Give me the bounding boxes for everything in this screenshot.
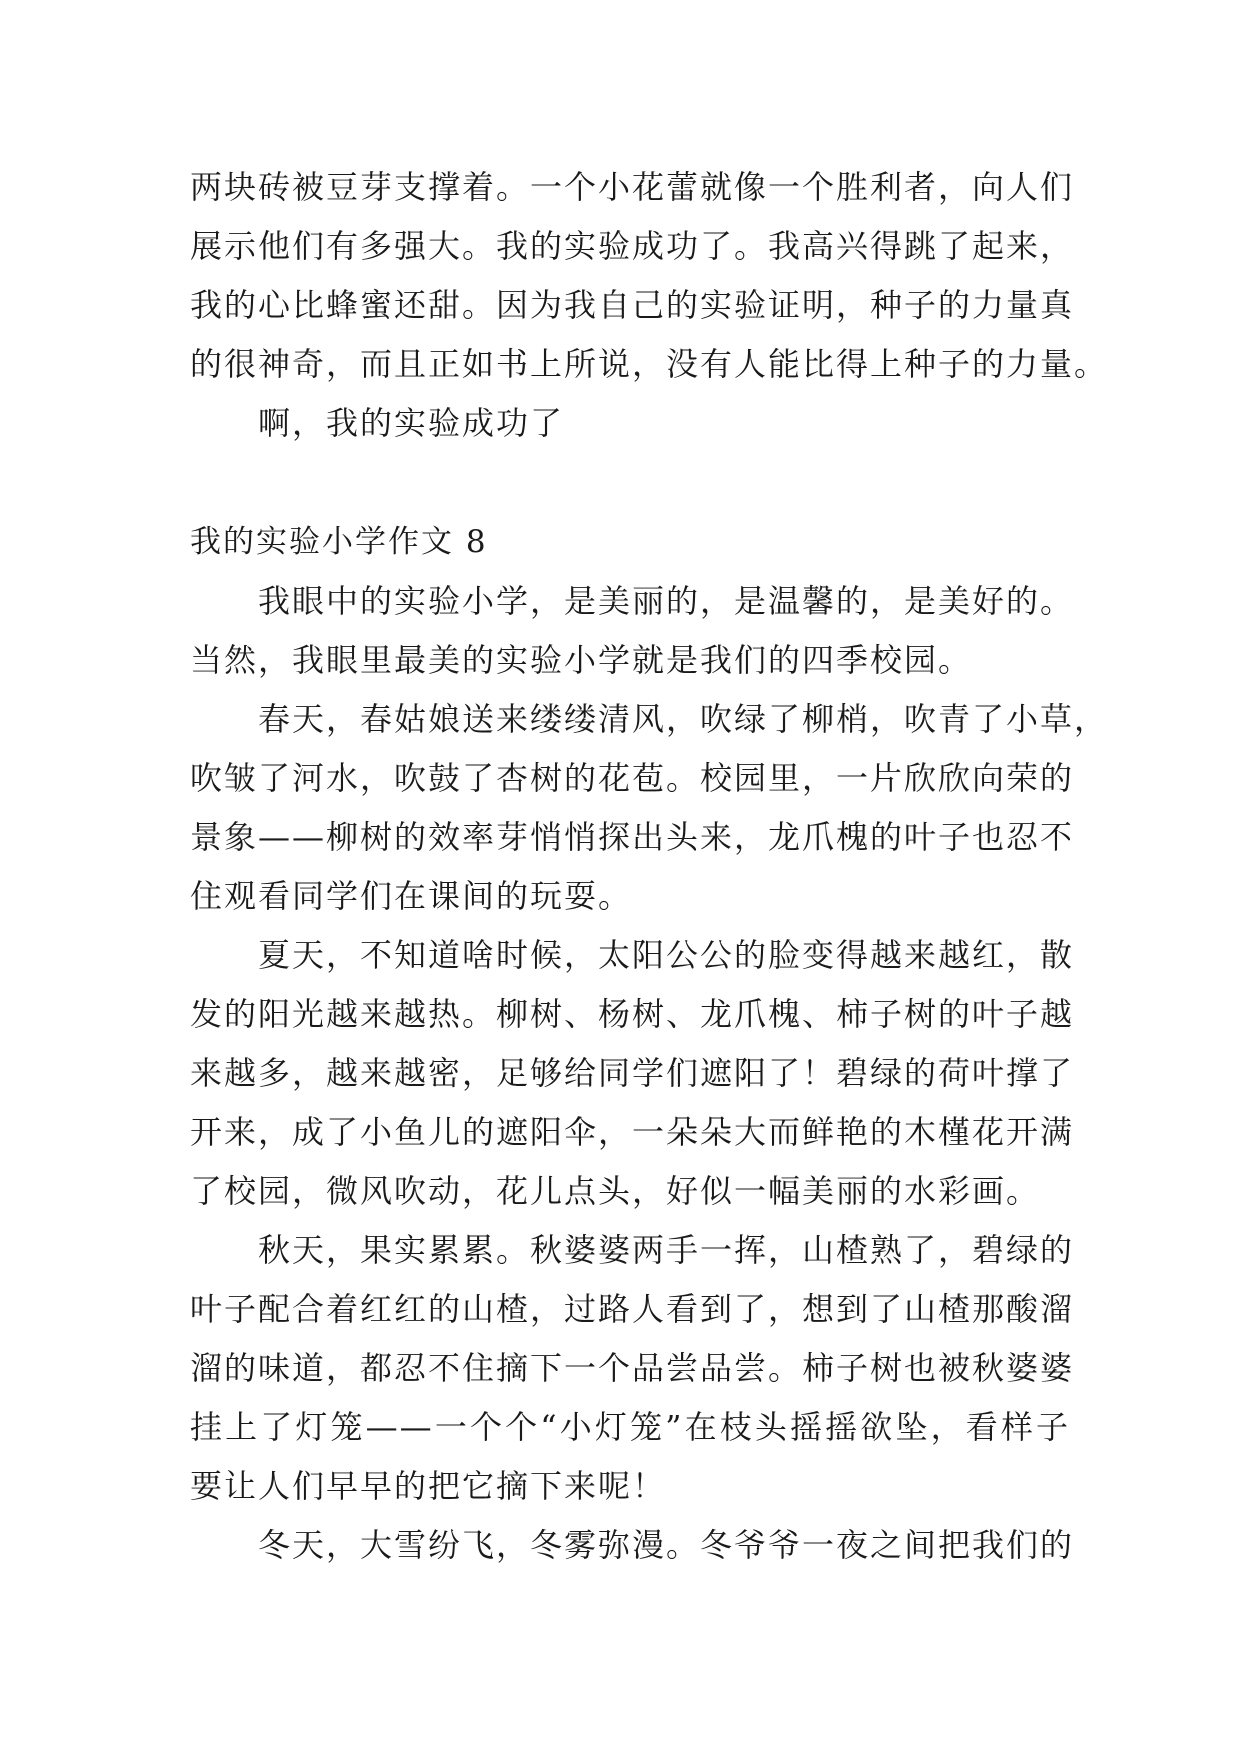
text-line: 夏天，不知道啥时候，太阳公公的脸变得越来越红，散 xyxy=(258,936,1075,974)
text-line: 冬天，大雪纷飞，冬雾弥漫。冬爷爷一夜之间把我们的 xyxy=(258,1526,1075,1564)
text-line: 发的阳光越来越热。柳树、杨树、龙爪槐、柿子树的叶子越 xyxy=(190,995,1075,1033)
text-line: 啊，我的实验成功了 xyxy=(258,404,565,442)
text-line: 春天，春姑娘送来缕缕清风，吹绿了柳梢，吹青了小草， xyxy=(258,700,1109,738)
text-line: 要让人们早早的把它摘下来呢！ xyxy=(190,1467,667,1505)
text-line: 吹皱了河水，吹鼓了杏树的花苞。校园里，一片欣欣向荣的 xyxy=(190,759,1075,797)
text-line: 开来，成了小鱼儿的遮阳伞，一朵朵大而鲜艳的木槿花开满 xyxy=(190,1113,1075,1151)
text-line: 溜的味道，都忍不住摘下一个品尝品尝。柿子树也被秋婆婆 xyxy=(190,1349,1075,1387)
text-line: 两块砖被豆芽支撑着。一个小花蕾就像一个胜利者，向人们 xyxy=(190,168,1075,206)
text-line: 当然，我眼里最美的实验小学就是我们的四季校园。 xyxy=(190,641,973,679)
text-line: 挂上了灯笼——一个个“小灯笼”在枝头摇摇欲坠，看样子 xyxy=(190,1408,1070,1446)
text-line: 我的心比蜂蜜还甜。因为我自己的实验证明，种子的力量真 xyxy=(190,286,1075,324)
text-line: 了校园，微风吹动，花儿点头，好似一幅美丽的水彩画。 xyxy=(190,1172,1041,1210)
text-line: 住观看同学们在课间的玩耍。 xyxy=(190,877,633,915)
text-line: 来越多，越来越密，足够给同学们遮阳了！碧绿的荷叶撑了 xyxy=(190,1054,1075,1092)
text-line: 景象——柳树的效率芽悄悄探出头来，龙爪槐的叶子也忍不 xyxy=(190,818,1075,856)
text-line: 我眼中的实验小学，是美丽的，是温馨的，是美好的。 xyxy=(258,582,1075,620)
essay-heading: 我的实验小学作文 8 xyxy=(190,524,488,560)
text-line: 叶子配合着红红的山楂，过路人看到了，想到了山楂那酸溜 xyxy=(190,1290,1075,1328)
text-line: 的很神奇，而且正如书上所说，没有人能比得上种子的力量。 xyxy=(190,345,1109,383)
text-line: 展示他们有多强大。我的实验成功了。我高兴得跳了起来， xyxy=(190,227,1075,265)
text-line: 秋天，果实累累。秋婆婆两手一挥，山楂熟了，碧绿的 xyxy=(258,1231,1075,1269)
